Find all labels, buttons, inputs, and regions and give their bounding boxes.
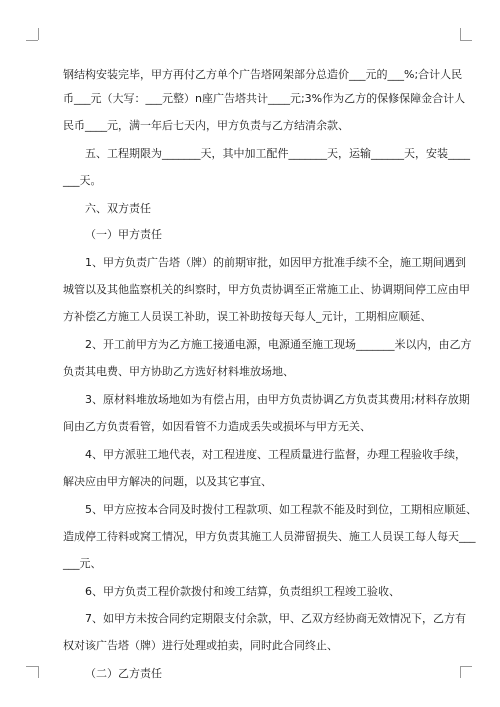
- crop-mark-top-left-v: [38, 28, 39, 40]
- body-line: 4、甲方派驻工地代表，对工程进度、工程质量进行监督，办理工程验收手续，: [85, 448, 466, 461]
- body-line: 1、甲方负责广告塔（牌）的前期审批，如因甲方批准手续不全，施工期间遇到: [85, 256, 466, 269]
- body-line: 币___元（大写：___元整）n座广告塔共计____元;3%作为乙方的保修保障金合计人: [63, 92, 466, 105]
- section-five-heading: 五、工程期限为_______天，其中加工配件_______天，运输______天，安装____: [85, 147, 470, 160]
- section-six-heading: 六、双方责任: [85, 202, 151, 215]
- body-line: 城管以及其他监察机关的纠察时，甲方负责协调至正常施工止、协调期间停工应由甲: [63, 283, 470, 296]
- body-line: 间由乙方负责看管，如因看管不力造成丢失或损坏与甲方无关、: [63, 420, 371, 433]
- body-line: ___天。: [63, 174, 102, 187]
- party-b-heading: （二）乙方责任: [85, 667, 162, 680]
- body-line: 钢结构安装完毕，甲方再付乙方单个广告塔网架部分总造价___元的___%;合计人民: [63, 68, 463, 81]
- body-line: 负责其电费、甲方协助乙方选好材料堆放场地、: [63, 365, 294, 378]
- body-line: 民币____元，满一年后七天内，甲方负责与乙方结清余款、: [63, 119, 349, 132]
- body-line: 权对该广告塔（牌）进行处理或拍卖，同时此合同终止、: [63, 639, 338, 652]
- body-line: 造成停工待料或窝工情况，甲方负责其施工人员滞留损失、施工人员误工每人每天___: [63, 530, 476, 543]
- crop-mark-top-right-h: [460, 40, 472, 41]
- body-line: 3、原材料堆放场地如为有偿占用，由甲方负责协调乙方负责其费用;材料存放期: [85, 393, 470, 406]
- crop-mark-bottom-right-h: [460, 666, 472, 667]
- body-line: 方补偿乙方施工人员误工补助，误工补助按每天每人_元计，工期相应顺延、: [63, 310, 432, 323]
- body-line: 6、甲方负责工程价款拨付和竣工结算，负责组织工程竣工验收、: [85, 585, 400, 598]
- crop-mark-bottom-left-h: [26, 666, 38, 667]
- body-line: 解决应由甲方解决的问题，以及其它事宜、: [63, 475, 272, 488]
- body-line: 5、甲方应按本合同及时拨付工程款项、如工程款不能及时到位，工期相应顺延、: [85, 503, 477, 516]
- body-line: 7、如甲方未按合同约定期限支付余款，甲、乙双方经协商无效情况下，乙方有: [85, 612, 466, 625]
- body-line: 2、开工前甲方为乙方施工接通电源，电源通至施工现场_______米以内，由乙方: [85, 338, 472, 351]
- body-line: ___元、: [63, 557, 102, 570]
- crop-mark-bottom-right-v: [460, 666, 461, 678]
- party-a-heading: （一）甲方责任: [85, 228, 162, 241]
- crop-mark-bottom-left-v: [38, 666, 39, 678]
- crop-mark-top-right-v: [460, 28, 461, 40]
- crop-mark-top-left-h: [26, 40, 38, 41]
